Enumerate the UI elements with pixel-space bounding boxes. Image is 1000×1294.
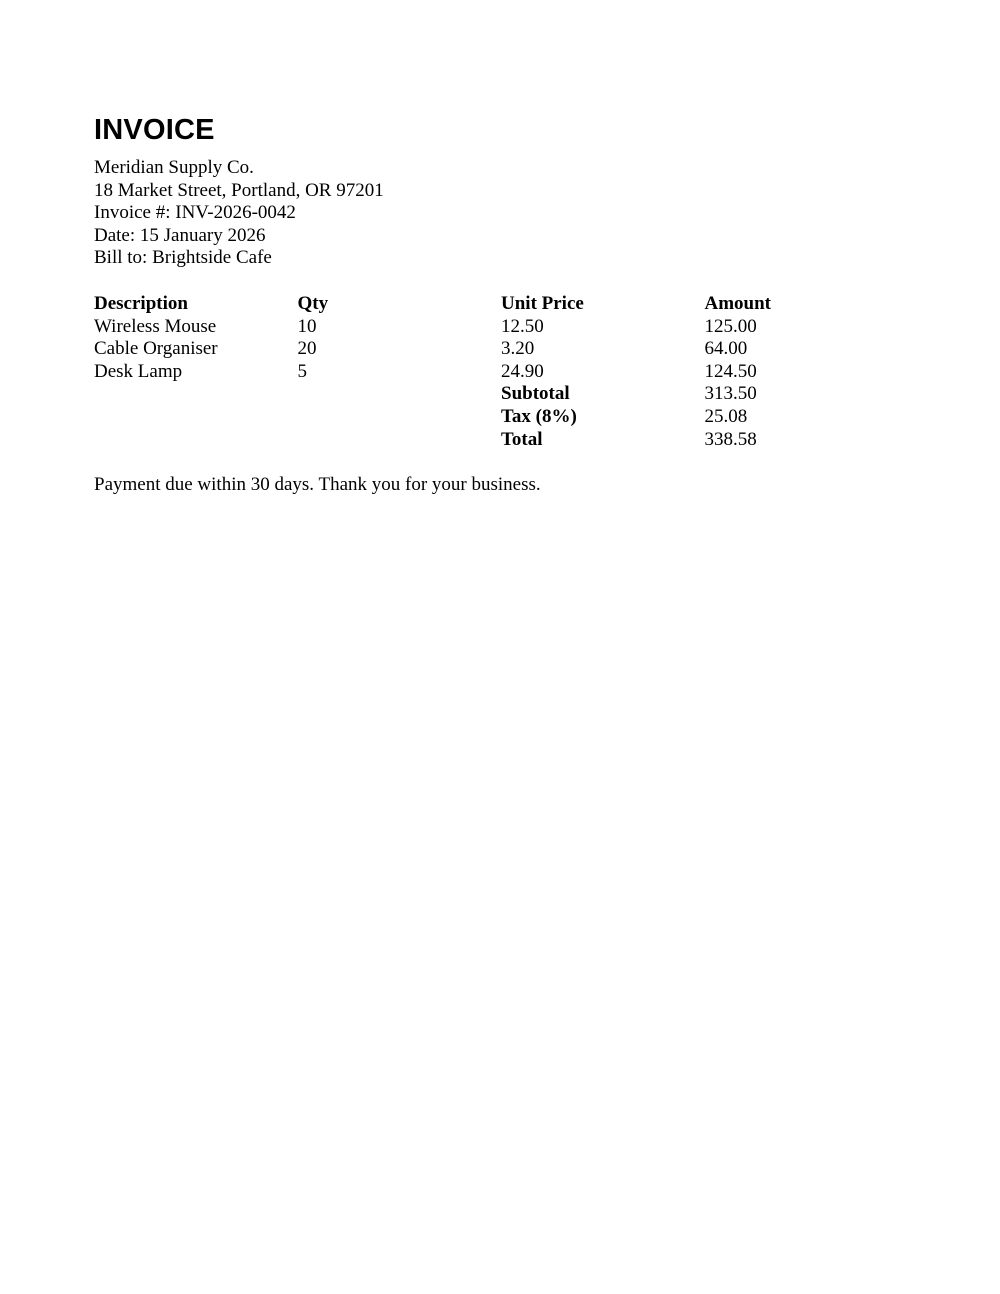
item-amount: 125.00 [704, 315, 757, 337]
line-items-table [94, 293, 908, 451]
column-header-amount: Amount [704, 292, 772, 314]
item-qty: 20 [297, 338, 317, 360]
invoice-header-details [94, 157, 914, 270]
table-row [94, 361, 908, 384]
table-row [94, 338, 908, 361]
tax-label: Tax (8%) [501, 405, 577, 427]
total-value: 338.58 [704, 428, 757, 450]
item-description: Cable Organiser [94, 338, 218, 360]
payment-note: Payment due within 30 days. Thank you for your business. [94, 474, 541, 496]
column-header-description: Description [94, 292, 188, 314]
tax-value: 25.08 [704, 405, 748, 427]
item-description: Desk Lamp [94, 360, 183, 382]
item-description: Wireless Mouse [94, 315, 217, 337]
invoice-title: INVOICE [94, 114, 215, 146]
item-qty: 5 [297, 360, 307, 382]
invoice-document [94, 112, 914, 497]
subtotal-label: Subtotal [501, 383, 570, 405]
item-amount: 124.50 [704, 360, 757, 382]
column-header-unit-price: Unit Price [501, 292, 584, 314]
column-header-qty: Qty [297, 292, 329, 314]
invoice-date: Date: 15 January 2026 [94, 224, 266, 246]
table-header-row [94, 293, 908, 316]
item-unit-price: 24.90 [501, 360, 544, 382]
invoice-number: Invoice #: INV-2026-0042 [94, 202, 296, 224]
bill-to: Bill to: Brightside Cafe [94, 247, 272, 269]
tax-row [94, 406, 908, 429]
total-row [94, 429, 908, 452]
subtotal-row [94, 383, 908, 406]
item-unit-price: 12.50 [501, 315, 544, 337]
company-name: Meridian Supply Co. [94, 157, 254, 178]
table-row [94, 316, 908, 339]
company-address: 18 Market Street, Portland, OR 97201 [94, 179, 384, 201]
item-amount: 64.00 [704, 338, 748, 360]
total-label: Total [501, 428, 543, 450]
subtotal-value: 313.50 [704, 383, 757, 405]
item-unit-price: 3.20 [501, 338, 535, 360]
item-qty: 10 [297, 315, 317, 337]
